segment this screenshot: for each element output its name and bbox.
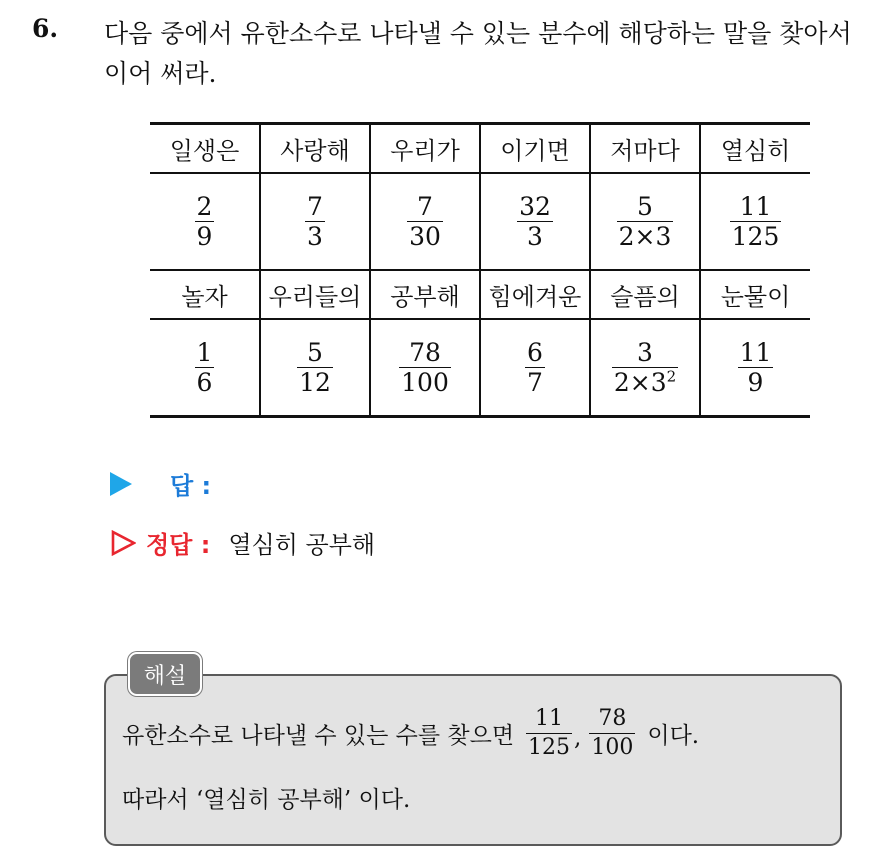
explanation-fraction-a [526,706,572,761]
fraction-denominator [407,223,443,250]
fraction-numerator: 3 [637,338,653,367]
explanation-separator: , [574,725,582,751]
fraction-denominator-text: 2×3 [618,222,672,251]
fraction-cell [700,319,810,417]
word-row [150,270,810,319]
fraction-denominator [617,223,674,250]
word-cell: 사랑해 [260,124,370,174]
fraction [738,339,774,396]
fraction [195,339,215,396]
fraction-denominator [195,223,215,250]
answer-label: 답 : [170,472,212,500]
word-cell: 저마다 [590,124,700,174]
fraction-cell [260,173,370,270]
explanation-tab: 해설 [128,652,202,696]
fraction-denominator [746,369,766,396]
fraction-numerator: 7 [307,192,323,221]
fraction-cell [150,319,260,417]
question-text [104,14,874,94]
fraction-denominator [525,369,545,396]
word-cell: 이기면 [480,124,590,174]
word-cell: 열심히 [700,124,810,174]
fraction-denominator-text: 3 [307,222,323,251]
fraction-denominator-text: 9 [196,222,213,251]
fraction-cell [590,173,700,270]
word-cell: 우리들의 [260,270,370,319]
fraction-cell [150,173,260,270]
fraction-exponent: 2 [666,367,677,386]
fraction-numerator: 6 [527,338,543,367]
fraction-denominator: 100 [591,735,634,760]
fraction [399,339,451,396]
fraction-denominator-text: 12 [299,368,331,397]
explanation-text-before: 유한소수로 나타낼 수 있는 수를 찾으면 [122,723,515,749]
fraction-denominator-text: 3 [527,222,543,251]
fraction-numerator: 2 [196,192,213,221]
solid-triangle-icon [110,472,132,496]
fraction-denominator-text: 7 [527,368,543,397]
explanation-line-1 [122,706,699,761]
fraction-denominator [525,223,545,250]
word-cell: 공부해 [370,270,480,319]
answer-row [110,466,211,501]
fraction-denominator-text: 2×3 [613,368,667,397]
fraction [407,193,443,250]
fraction-row [150,319,810,417]
fraction-denominator-text: 100 [401,368,449,397]
fraction [297,339,333,396]
fraction-denominator [399,369,451,396]
fraction-denominator [305,223,325,250]
question-text-line-2: 이어 써라. [104,59,217,88]
fraction-cell [370,173,480,270]
outline-triangle-icon [110,530,136,556]
explanation-fraction-b [589,706,635,761]
fraction-numerator: 11 [535,706,564,731]
fraction-numerator: 1 [196,338,213,367]
fraction-denominator-text: 9 [747,368,764,397]
fraction-bar [526,733,572,734]
fraction-cell [700,173,810,270]
fraction [617,193,674,250]
fraction [195,193,215,250]
fraction-numerator: 78 [409,338,441,367]
fraction-cell [590,319,700,417]
question-number: 6. [32,14,59,43]
explanation-line-2: 따라서 ‘열심히 공부해’ 이다. [122,787,411,813]
fraction-cell [480,319,590,417]
question-text-line-1: 다음 중에서 유한소수로 나타낼 수 있는 분수에 해당하는 말을 찾아서 [104,19,852,48]
fraction-cell [260,319,370,417]
fraction-cell [370,319,480,417]
fraction-denominator [612,369,678,396]
fraction-numerator: 7 [417,192,433,221]
fraction-denominator [297,369,333,396]
fraction-denominator-text: 6 [196,368,213,397]
word-cell: 슬픔의 [590,270,700,319]
fraction-denominator-text: 125 [731,222,780,251]
word-cell: 눈물이 [700,270,810,319]
correct-answer-row [110,525,375,560]
correct-answer-value: 열심히 공부해 [228,531,376,559]
word-cell: 우리가 [370,124,480,174]
fraction-cell [480,173,590,270]
fraction-numerator: 11 [739,338,772,367]
fraction-numerator: 32 [519,192,551,221]
fraction-denominator: 125 [528,735,571,760]
fraction-denominator [730,223,782,250]
word-fraction-table [150,122,810,418]
fraction [525,339,545,396]
word-row [150,124,810,174]
fraction [730,193,782,250]
fraction-numerator: 5 [637,192,653,221]
fraction-bar [589,733,635,734]
fraction-denominator-text: 30 [409,222,441,251]
explanation-text-after: 이다. [647,723,700,749]
fraction [305,193,325,250]
word-cell: 일생은 [150,124,260,174]
fraction-numerator: 5 [307,338,323,367]
fraction [517,193,553,250]
correct-answer-label: 정답 : [146,531,211,559]
fraction [612,339,678,396]
fraction-numerator: 11 [739,192,772,221]
fraction-numerator: 78 [598,706,627,731]
word-cell: 놀자 [150,270,260,319]
fraction-denominator [195,369,215,396]
fraction-row [150,173,810,270]
word-cell: 힘에겨운 [480,270,590,319]
